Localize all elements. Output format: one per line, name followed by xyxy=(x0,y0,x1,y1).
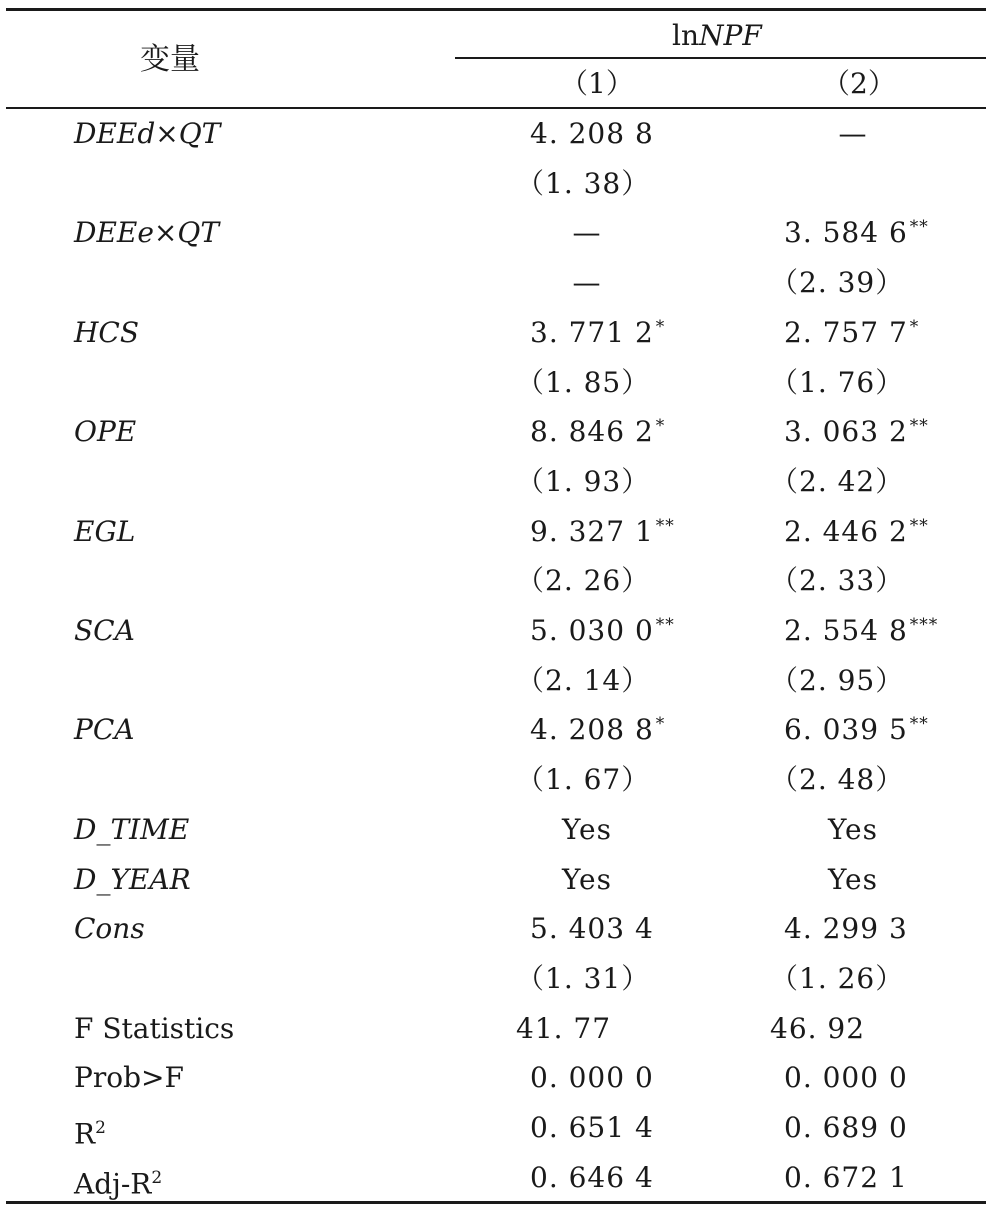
value-text: （1. 67） xyxy=(516,763,651,796)
top-rule xyxy=(6,8,986,11)
row-label xyxy=(74,862,191,898)
value-text: （2. 33） xyxy=(770,564,905,597)
row-label-superscript: 2 xyxy=(95,1118,106,1138)
value-cell-col1 xyxy=(516,663,650,699)
value-text: 4. 299 3 xyxy=(784,912,908,945)
value-text: 46. 92 xyxy=(770,1012,866,1045)
value-cell-col1 xyxy=(516,961,650,997)
column-2-header: （2） xyxy=(822,67,896,100)
dependent-variable-header xyxy=(672,18,762,54)
value-text: 5. 403 4 xyxy=(530,912,654,945)
row-label xyxy=(74,514,135,550)
value-text: （2. 14） xyxy=(516,664,651,697)
value-cell-col2 xyxy=(770,762,904,798)
value-cell-col1 xyxy=(530,414,665,450)
value-cell-col2 xyxy=(784,514,929,550)
value-text: （2. 26） xyxy=(516,564,651,597)
row-label xyxy=(74,812,189,848)
row-label xyxy=(74,1011,234,1047)
value-cell-col2 xyxy=(784,215,929,251)
value-text: （1. 93） xyxy=(516,465,651,498)
value-cell-col1 xyxy=(530,1060,654,1096)
value-cell-col1 xyxy=(516,563,650,599)
value-cell-col1 xyxy=(516,464,650,500)
value-cell-col2 xyxy=(770,663,904,699)
value-cell-col2 xyxy=(806,812,900,848)
value-cell-col1 xyxy=(530,1110,654,1146)
value-text: 41. 77 xyxy=(516,1012,612,1045)
value-text: 2. 757 7 xyxy=(784,316,908,349)
value-cell-col2 xyxy=(784,414,929,450)
significance-stars: * xyxy=(909,316,920,337)
value-cell-col2 xyxy=(784,712,929,748)
value-cell-col1 xyxy=(530,712,665,748)
significance-stars: * xyxy=(655,415,666,436)
value-text: 0. 689 0 xyxy=(784,1111,908,1144)
significance-stars: ** xyxy=(655,515,675,536)
value-cell-col2 xyxy=(770,961,904,997)
value-cell-col2 xyxy=(770,365,904,401)
value-cell-col1 xyxy=(530,116,654,152)
value-cell-col1 xyxy=(516,762,650,798)
value-text: 0. 672 1 xyxy=(784,1161,908,1194)
value-text: 0. 651 4 xyxy=(530,1111,654,1144)
value-text: 8. 846 2 xyxy=(530,415,654,448)
value-text: — xyxy=(572,266,602,299)
row-label xyxy=(74,215,219,251)
significance-stars: ** xyxy=(909,415,929,436)
header-rule xyxy=(6,107,986,109)
column-1-header: （1） xyxy=(560,67,634,100)
value-cell-col1 xyxy=(530,911,654,947)
row-label xyxy=(74,315,139,351)
row-label xyxy=(74,712,134,748)
value-text: Yes xyxy=(562,813,612,846)
value-text: 5. 030 0 xyxy=(530,614,654,647)
value-cell-col1 xyxy=(540,265,634,301)
row-label xyxy=(74,116,220,152)
value-cell-col2 xyxy=(770,464,904,500)
value-text: （1. 26） xyxy=(770,962,905,995)
row-label-text: D_TIME xyxy=(74,813,190,846)
dep-var: NPF xyxy=(699,19,762,52)
spanner-rule xyxy=(455,57,986,59)
value-text: — xyxy=(572,216,602,249)
value-cell-col2 xyxy=(784,315,919,351)
value-cell-col1 xyxy=(530,514,675,550)
row-label-superscript: 2 xyxy=(151,1168,163,1188)
value-cell-col1 xyxy=(516,166,650,202)
value-text: （1. 38） xyxy=(516,167,651,200)
value-cell-col2 xyxy=(784,1110,908,1146)
row-label-text: Prob>F xyxy=(74,1061,184,1094)
row-label xyxy=(74,1160,162,1202)
row-label xyxy=(74,414,136,450)
dep-prefix: ln xyxy=(672,19,699,52)
value-cell-col2 xyxy=(770,563,904,599)
row-label-text: HCS xyxy=(74,316,140,349)
row-label xyxy=(74,613,135,649)
value-text: （1. 31） xyxy=(516,962,651,995)
value-cell-col2 xyxy=(784,1160,908,1196)
significance-stars: * xyxy=(655,713,666,734)
value-cell-col1 xyxy=(516,365,650,401)
value-cell-col2 xyxy=(784,1060,908,1096)
value-text: 0. 646 4 xyxy=(530,1161,654,1194)
row-label-text: PCA xyxy=(74,713,135,746)
value-cell-col2 xyxy=(806,862,900,898)
value-cell-col1 xyxy=(540,215,634,251)
significance-stars: ** xyxy=(655,614,675,635)
value-text: （2. 39） xyxy=(770,266,905,299)
value-cell-col1 xyxy=(516,1011,611,1047)
value-text: （1. 76） xyxy=(770,366,905,399)
value-text: 3. 771 2 xyxy=(530,316,654,349)
value-cell-col2 xyxy=(770,265,904,301)
value-text: 9. 327 1 xyxy=(530,515,654,548)
value-cell-col1 xyxy=(530,613,675,649)
value-text: 4. 208 8 xyxy=(530,713,654,746)
value-text: （2. 42） xyxy=(770,465,905,498)
value-text: （2. 95） xyxy=(770,664,905,697)
row-label-text: Adj-R xyxy=(74,1167,152,1201)
value-cell-col1 xyxy=(540,862,634,898)
significance-stars: ** xyxy=(909,713,929,734)
value-text: 3. 584 6 xyxy=(784,216,908,249)
value-text: 3. 063 2 xyxy=(784,415,908,448)
significance-stars: *** xyxy=(909,614,939,635)
significance-stars: ** xyxy=(909,216,929,237)
value-text: — xyxy=(838,117,868,150)
row-label-text: D_YEAR xyxy=(74,863,191,896)
variable-header: 变量 xyxy=(140,42,200,77)
row-label-text: DEEe×QT xyxy=(74,216,219,249)
value-cell-col2 xyxy=(770,1011,865,1047)
row-label xyxy=(74,1060,184,1096)
significance-stars: ** xyxy=(909,515,929,536)
value-text: 0. 000 0 xyxy=(784,1061,908,1094)
row-label-text: Cons xyxy=(74,912,145,945)
row-label-text: R xyxy=(74,1117,96,1151)
value-text: 0. 000 0 xyxy=(530,1061,654,1094)
row-label xyxy=(74,911,145,947)
value-text: 6. 039 5 xyxy=(784,713,908,746)
value-text: Yes xyxy=(562,863,612,896)
value-text: Yes xyxy=(828,863,878,896)
value-text: 2. 446 2 xyxy=(784,515,908,548)
value-text: 4. 208 8 xyxy=(530,117,654,150)
value-text: 2. 554 8 xyxy=(784,614,908,647)
row-label-text: F Statistics xyxy=(74,1012,235,1045)
value-text: （1. 85） xyxy=(516,366,651,399)
value-text: （2. 48） xyxy=(770,763,905,796)
value-cell-col2 xyxy=(784,911,908,947)
value-cell-col1 xyxy=(530,315,665,351)
value-cell-col1 xyxy=(540,812,634,848)
row-label-text: EGL xyxy=(74,515,136,548)
row-label-text: OPE xyxy=(74,415,137,448)
value-cell-col2 xyxy=(784,613,938,649)
value-cell-col1 xyxy=(530,1160,654,1196)
row-label xyxy=(74,1110,106,1152)
row-label-text: DEEd×QT xyxy=(74,117,221,150)
value-text: Yes xyxy=(828,813,878,846)
significance-stars: * xyxy=(655,316,666,337)
row-label-text: SCA xyxy=(74,614,135,647)
value-cell-col2 xyxy=(806,116,900,152)
